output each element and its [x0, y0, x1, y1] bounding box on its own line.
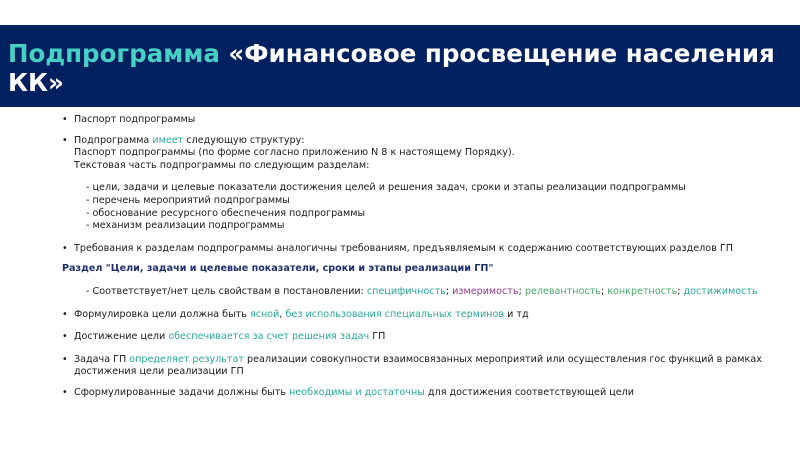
text-span: - Соответствует/нет цель свойствам в постановлении:: [86, 285, 367, 297]
section-item: - обоснование ресурсного обеспечения подпрограммы: [86, 207, 366, 219]
criterion-span: релевантность: [524, 285, 601, 297]
highlight-span: без использования специальных терминов: [285, 308, 505, 320]
bullet-text: Требования к разделам подпрограммы аналогичны требованиям, предъявляемым к содержанию соответствующих разделов ГП: [74, 242, 733, 254]
structure-line-1: [74, 135, 780, 148]
criteria-line: [60, 286, 780, 299]
separator: ;: [518, 285, 525, 297]
sections-list: [60, 182, 780, 232]
separator: ;: [445, 285, 453, 297]
title-accent: Подпрограмма: [8, 39, 220, 68]
highlight-span: необходимы и достаточны: [289, 386, 425, 398]
text-span: ,: [279, 308, 286, 320]
bullet-formulated: [60, 387, 780, 400]
separator: ;: [600, 285, 608, 297]
bullet-requirements: [60, 243, 780, 256]
text-span: ГП: [369, 331, 386, 343]
section-heading: Раздел "Цели, задачи и целевые показатели, сроки и этапы реализации ГП": [62, 263, 494, 275]
text-span: и тд: [504, 308, 529, 320]
highlight-span: имеет: [152, 134, 184, 146]
highlight-span: определяет результат: [129, 353, 244, 365]
criterion-span: измеримость: [452, 285, 519, 297]
text-span: Подпрограмма: [74, 134, 153, 146]
text-span: реализации совокупности взаимосвязанных мероприятий или осуществления гос функций в рамках достижения цели реализации ГП: [74, 353, 762, 378]
bullet-passport: [60, 114, 780, 127]
bullet-formulation: [60, 309, 780, 322]
text-span: Достижение цели: [74, 331, 169, 343]
bullet-structure: [60, 135, 780, 173]
section-item: - перечень мероприятий подпрограммы: [86, 194, 290, 206]
highlight-span: обеспечивается за счет решения задач: [168, 331, 370, 343]
criterion-span: специфичность: [366, 285, 446, 297]
section-item: - цели, задачи и целевые показатели достижения целей и решения задач, сроки и этапы реализации подпрограммы: [86, 182, 686, 194]
section-item: - механизм реализации подпрограммы: [86, 220, 285, 232]
separator: ;: [677, 285, 684, 297]
structure-line-2: Паспорт подпрограммы (по форме согласно приложению N 8 к настоящему Порядку).: [74, 147, 515, 159]
text-span: Сформулированные задачи должны быть: [74, 386, 290, 398]
slide-content: [60, 114, 780, 400]
bullet-task: [60, 354, 780, 379]
structure-line-3: Текстовая часть подпрограммы по следующим разделам:: [74, 159, 370, 171]
slide-title: [8, 39, 788, 97]
text-span: Формулировка цели должна быть: [74, 308, 250, 320]
text-span: следующую структуру:: [183, 134, 305, 146]
bullet-achievement: [60, 331, 780, 344]
criterion-span: достижимость: [683, 285, 758, 297]
highlight-span: ясной: [249, 308, 280, 320]
criterion-span: конкретность: [607, 285, 678, 297]
title-rest: «Финансовое просвещение населения КК»: [8, 39, 775, 97]
text-span: для достижения соответствующей цели: [424, 386, 635, 398]
text-span: Задача ГП: [74, 353, 130, 365]
bullet-text: Паспорт подпрограммы: [74, 114, 196, 125]
